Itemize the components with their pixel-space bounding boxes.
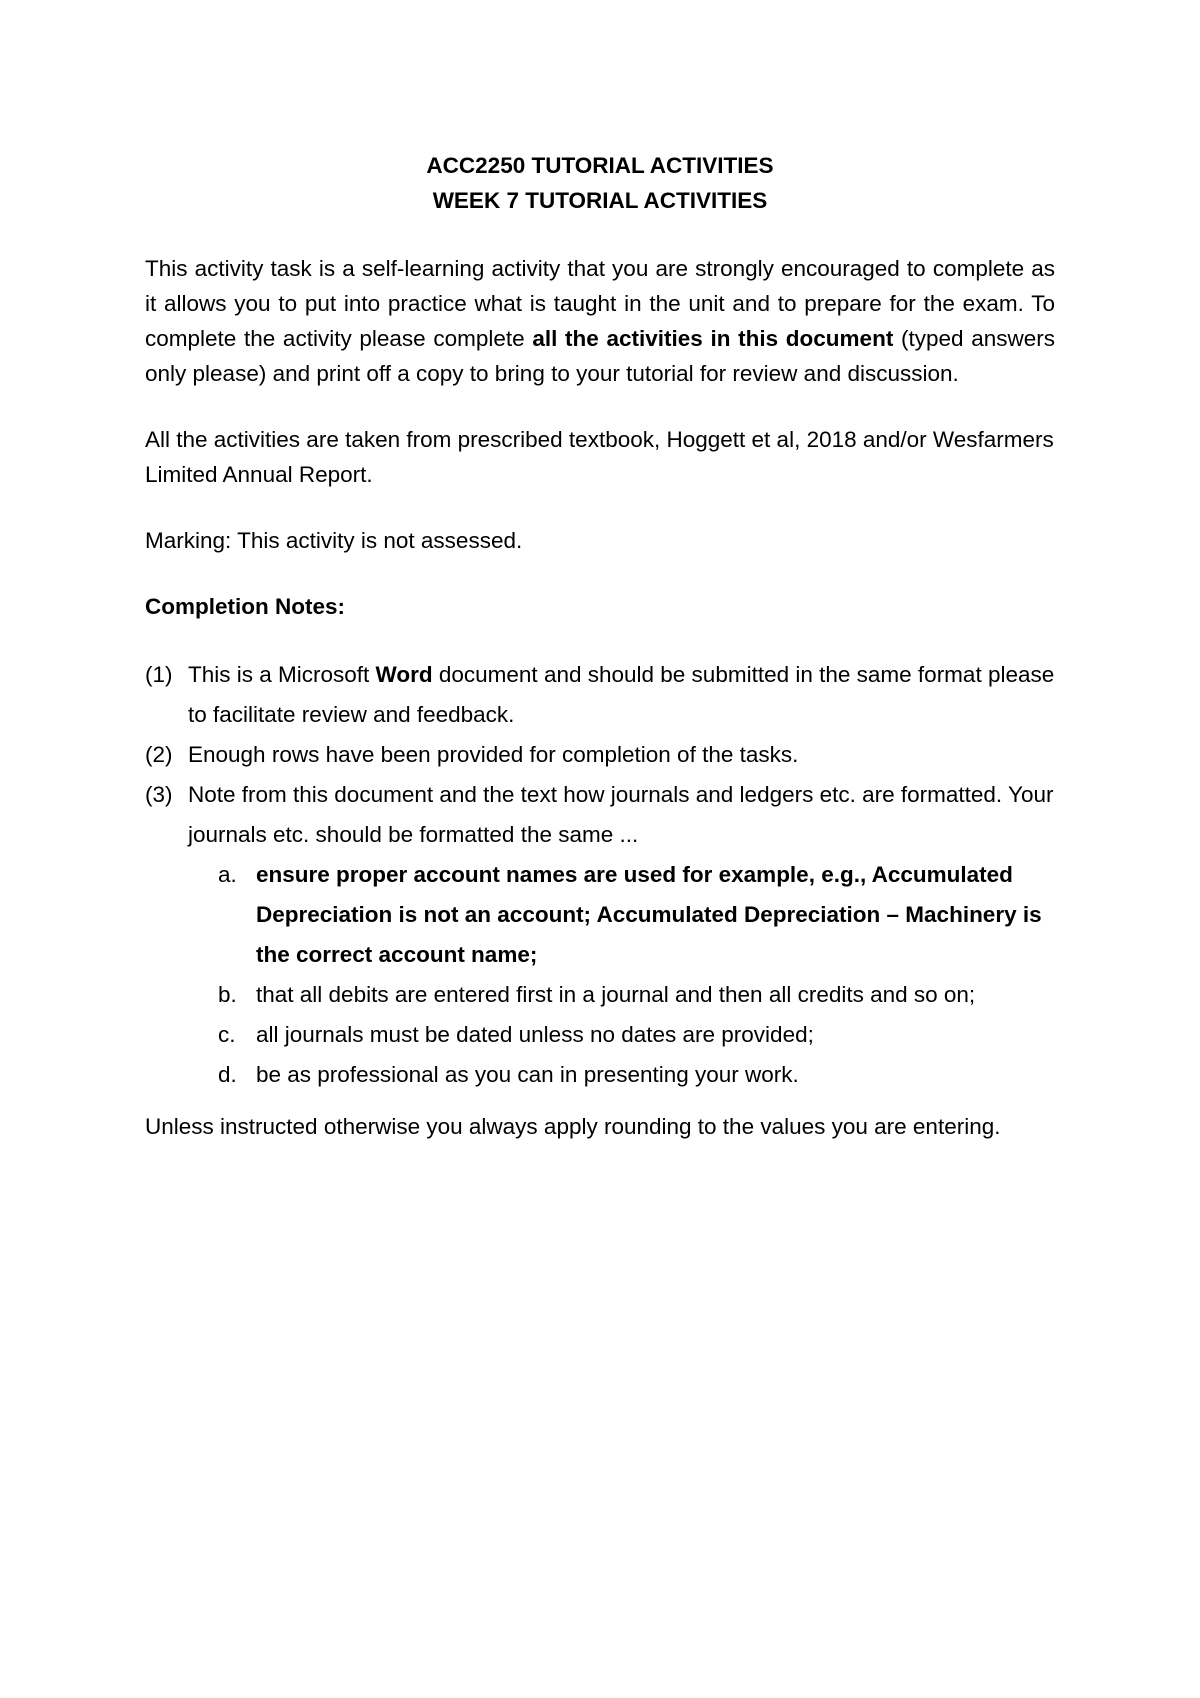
note-item-2 [145, 735, 1055, 775]
note-marker: (1) [145, 662, 173, 687]
intro-text-end: (typed answers only please) and print off a copy to bring to your tutorial for review and discussion. [145, 326, 1055, 386]
intro-paragraph [145, 251, 1055, 391]
sub-text-bold: ensure proper account names are used for example, e.g., Accumulated Depreciation is not an account; Accumulated Depreciation – Machinery is the correct account name; [256, 862, 1042, 967]
sub-item-c [145, 1015, 1055, 1055]
sub-marker: d. [218, 1062, 237, 1087]
note-text: Enough rows have been provided for completion of the tasks. [188, 742, 799, 767]
note-text: Note from this document and the text how journals and ledgers etc. are formatted. Your journals etc. should be formatted the same ... [188, 782, 1054, 847]
sub-text: that all debits are entered first in a journal and then all credits and so on; [256, 982, 976, 1007]
note-item-3 [145, 775, 1055, 855]
sub-item-b [145, 975, 1055, 1015]
source-paragraph: All the activities are taken from prescribed textbook, Hoggett et al, 2018 and/or Wesfarmers Limited Annual Report. [145, 427, 1054, 487]
note-item-1 [145, 655, 1055, 735]
completion-notes-heading [145, 589, 1055, 624]
sub-marker: c. [218, 1022, 236, 1047]
note-bold-word: Word [375, 662, 433, 687]
sub-marker: a. [218, 862, 237, 887]
note-marker: (2) [145, 742, 173, 767]
sub-text: be as professional as you can in presenting your work. [256, 1062, 799, 1087]
sub-item-a [145, 855, 1055, 975]
document-body [145, 148, 1055, 1144]
document-title: ACC2250 TUTORIAL ACTIVITIES [426, 153, 774, 178]
intro-text-start: This activity task is a self-learning activity that you are strongly encouraged to complete as it allows you to put into practice what is taught in the unit and to prepare for the exam. To complete the activity please complete [145, 256, 1055, 351]
formatting-sub-list [145, 855, 1055, 1095]
marking-paragraph: Marking: This activity is not assessed. [145, 528, 523, 553]
completion-notes-list [145, 655, 1055, 855]
sub-text: all journals must be dated unless no dates are provided; [256, 1022, 814, 1047]
note-text: This is a Microsoft [188, 662, 376, 687]
note-text: document and should be submitted in the same format please to facilitate review and feedback. [188, 662, 1055, 727]
intro-bold-phrase: all the activities in this document [532, 326, 894, 351]
sub-marker: b. [218, 982, 237, 1007]
sub-item-d [145, 1055, 1055, 1095]
document-subtitle: WEEK 7 TUTORIAL ACTIVITIES [432, 188, 768, 213]
note-marker: (3) [145, 782, 173, 807]
completion-notes-heading-text: Completion Notes: [145, 594, 345, 619]
closing-paragraph: Unless instructed otherwise you always apply rounding to the values you are entering. [145, 1114, 1001, 1139]
